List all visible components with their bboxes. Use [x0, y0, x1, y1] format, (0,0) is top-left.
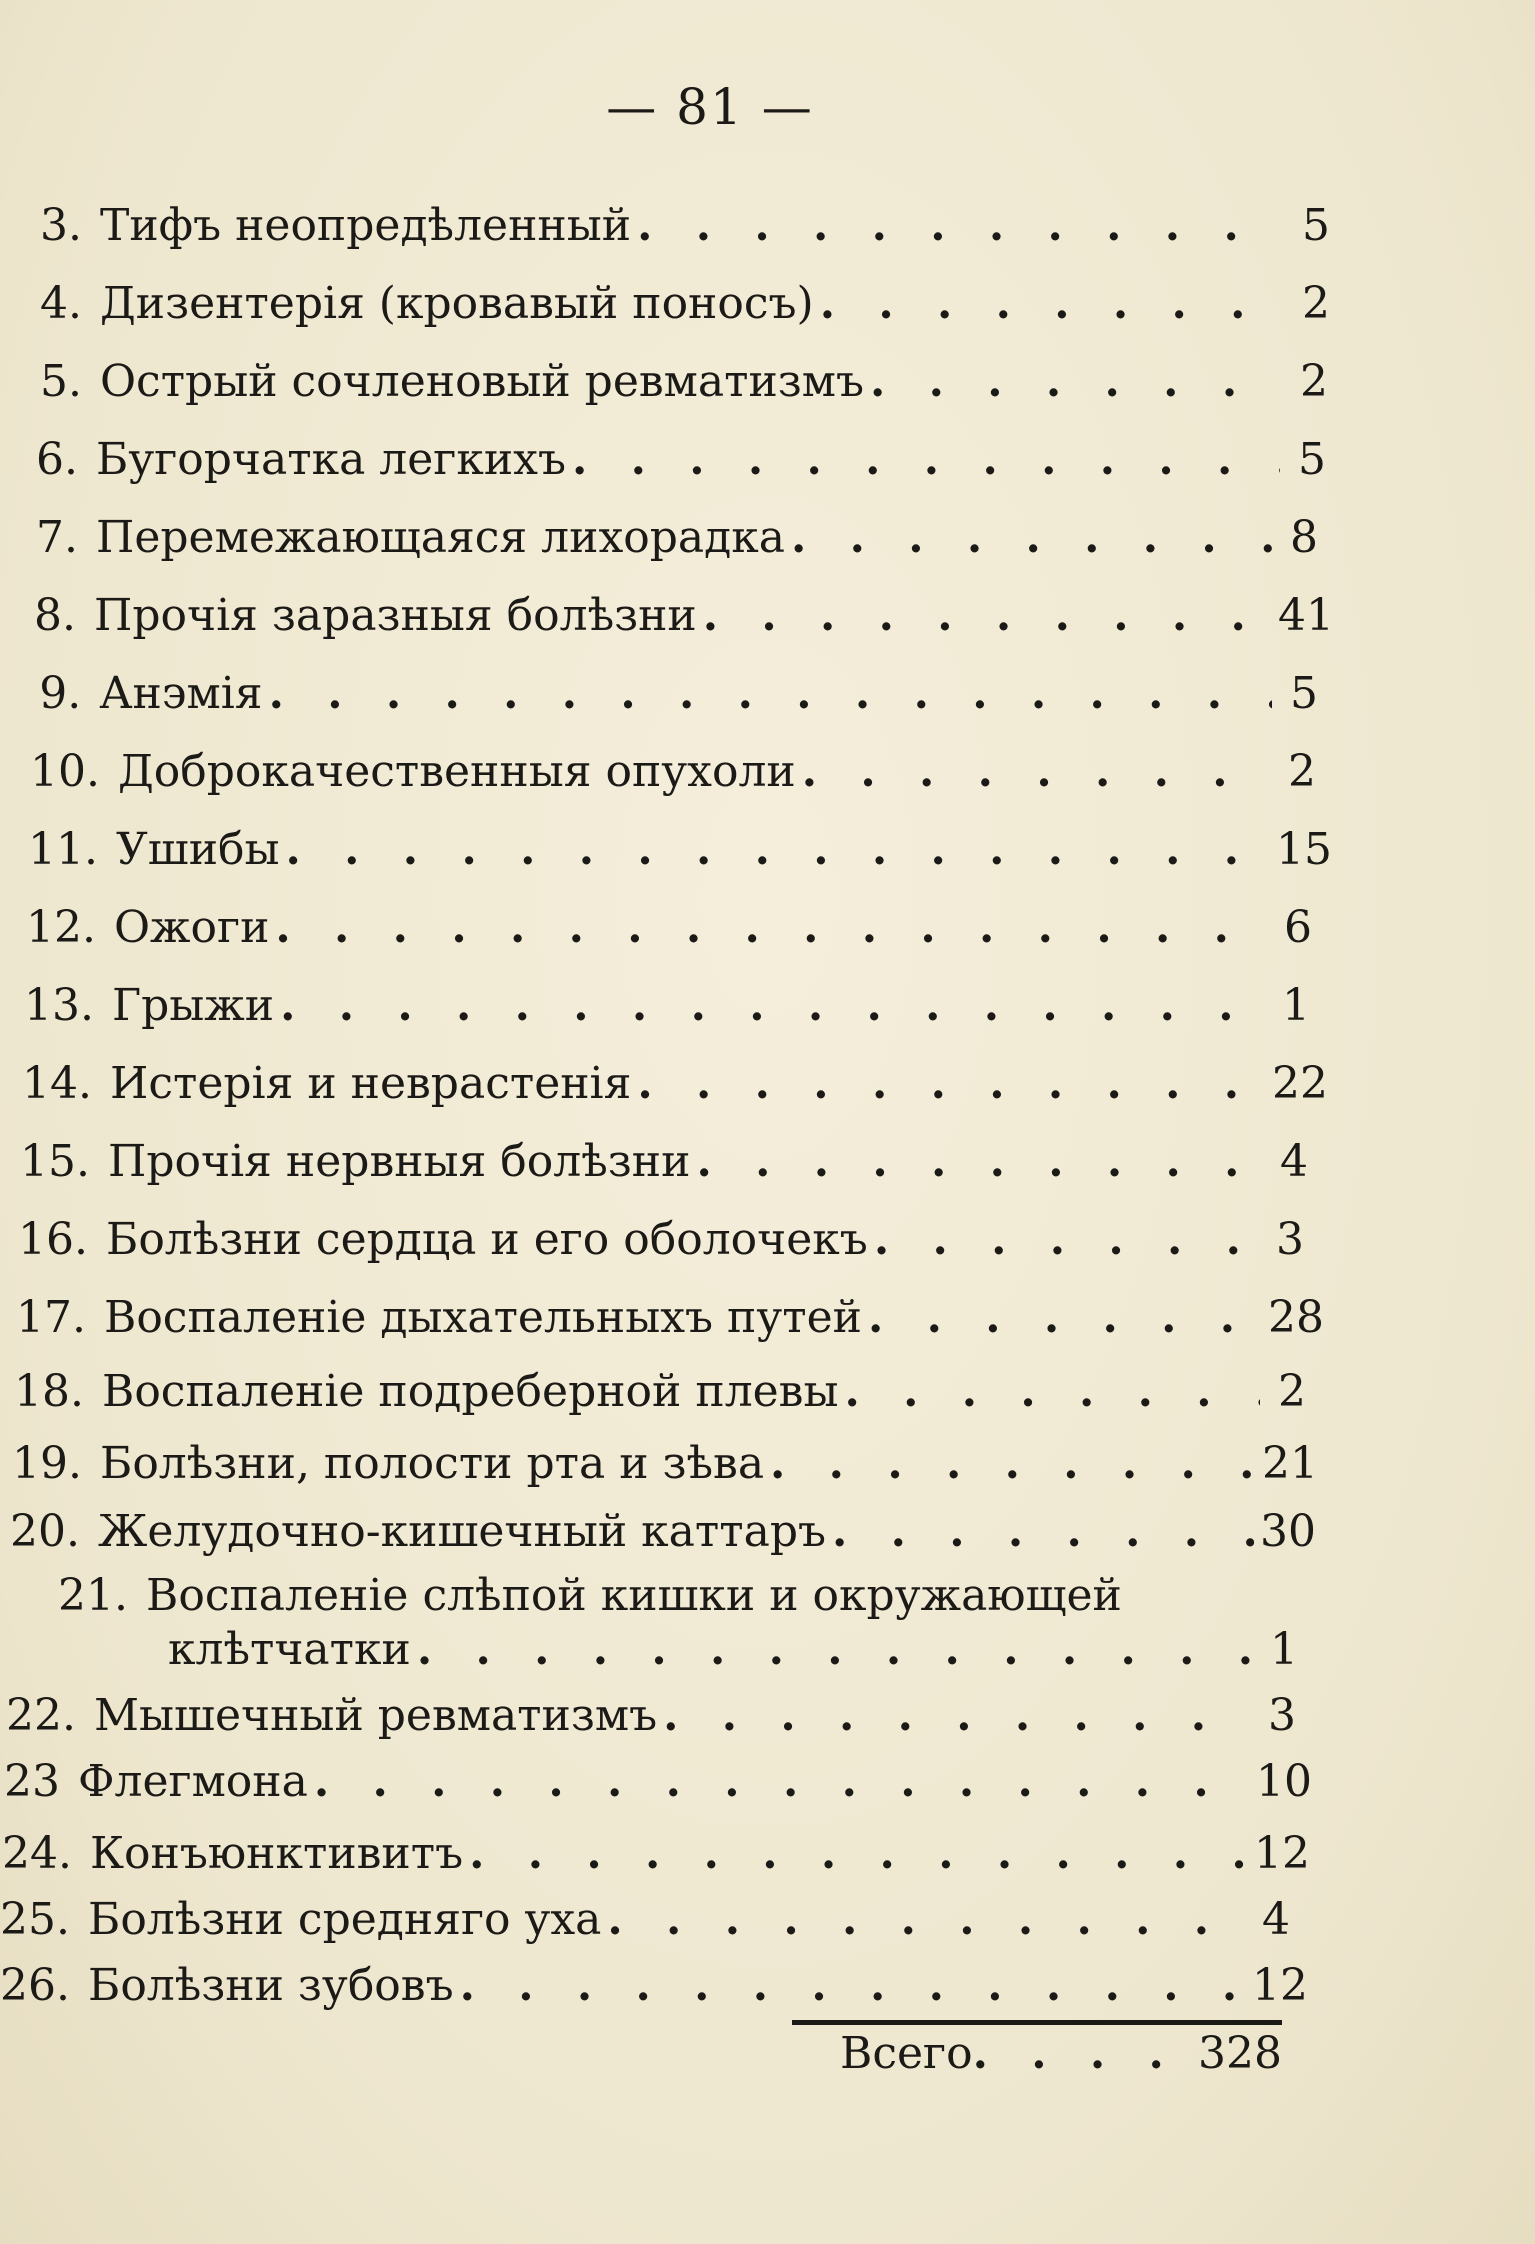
item-count: 12 — [1254, 1828, 1310, 1879]
leader-dots — [314, 1752, 1250, 1812]
item-number: 16. — [18, 1214, 88, 1265]
leader-dots — [973, 2024, 1198, 2084]
list-item — [34, 586, 1334, 646]
item-label: Прочія нервныя болѣзни — [107, 1136, 691, 1187]
item-label: Желудочно-кишечный каттаръ — [97, 1506, 826, 1557]
item-number: 20. — [10, 1506, 80, 1557]
item-count: 4 — [1262, 1894, 1290, 1945]
item-count: 10 — [1256, 1756, 1312, 1807]
leader-dots — [703, 586, 1272, 646]
item-count: 4 — [1280, 1136, 1308, 1187]
total-value: 328 — [1198, 2028, 1282, 2079]
list-item — [30, 742, 1316, 802]
list-item — [34, 664, 1318, 724]
item-label: Ушибы — [115, 824, 280, 875]
list-item — [0, 1890, 1290, 1950]
leader-dots — [637, 196, 1284, 256]
item-number: 4. — [40, 278, 82, 329]
item-count: 3 — [1276, 1214, 1304, 1265]
item-number: 14. — [22, 1058, 92, 1109]
item-label: Острый сочленовый ревматизмъ — [99, 356, 864, 407]
item-label: Болѣзни зубовъ — [87, 1960, 454, 2011]
item-label: Дизентерія (кровавый поносъ) — [99, 278, 814, 329]
list-item — [16, 1288, 1324, 1348]
list-item — [40, 274, 1330, 334]
leader-dots — [832, 1502, 1254, 1562]
list-item — [36, 430, 1326, 490]
leader-dots — [572, 430, 1280, 490]
item-count: 12 — [1252, 1960, 1308, 2011]
item-label: Бугорчатка легкихъ — [95, 434, 566, 485]
leader-dots — [844, 1362, 1260, 1422]
item-label: Доброкачественныя опухоли — [117, 746, 796, 797]
item-label: Тифъ неопредѣленный — [99, 200, 632, 251]
leader-dots — [874, 1210, 1258, 1270]
item-number: 12. — [26, 902, 96, 953]
item-count: 2 — [1278, 1366, 1306, 1417]
item-number: 15. — [20, 1136, 90, 1187]
item-number: 23 — [4, 1756, 60, 1807]
list-item — [12, 1434, 1318, 1494]
list-item — [20, 1132, 1308, 1192]
item-count: 15 — [1276, 824, 1332, 875]
list-item — [24, 976, 1310, 1036]
leader-dots — [417, 1620, 1252, 1680]
item-label: Воспаленіе дыхательныхъ путей — [103, 1292, 862, 1343]
item-number: 22. — [6, 1690, 76, 1741]
leader-dots — [280, 976, 1264, 1036]
item-count: 28 — [1268, 1292, 1324, 1343]
item-label: Болѣзни сердца и его оболочекъ — [105, 1214, 868, 1265]
leader-dots — [460, 1956, 1246, 2016]
leader-dots — [607, 1890, 1244, 1950]
item-label: Анэмія — [99, 668, 263, 719]
item-label: Воспаленіе подреберной плевы — [101, 1366, 839, 1417]
item-count: 6 — [1284, 902, 1312, 953]
page-number: — 81 — — [606, 78, 814, 136]
leader-dots — [269, 664, 1272, 724]
item-number: 13. — [24, 980, 94, 1031]
list-item — [22, 1054, 1328, 1114]
item-number: 8. — [34, 590, 76, 641]
item-count: 5 — [1290, 668, 1318, 719]
item-number: 5. — [40, 356, 82, 407]
item-number: 19. — [12, 1438, 82, 1489]
total-label: Всего — [840, 2028, 973, 2079]
item-number: 26. — [0, 1960, 70, 2011]
item-label-continued: клѣтчатки — [168, 1624, 411, 1675]
list-item — [0, 1956, 1308, 2016]
list-item — [18, 1210, 1304, 1270]
item-label: Болѣзни, полости рта и зѣва — [99, 1438, 765, 1489]
leader-dots — [469, 1824, 1248, 1884]
leader-dots — [770, 1434, 1256, 1494]
item-label: Мышечный ревматизмъ — [93, 1690, 658, 1741]
item-label: Болѣзни средняго уха — [87, 1894, 602, 1945]
leader-dots — [791, 508, 1272, 568]
item-label: Конъюнктивитъ — [89, 1828, 464, 1879]
item-label: Ожоги — [113, 902, 270, 953]
leader-dots — [868, 1288, 1262, 1348]
item-label: Грыжи — [111, 980, 275, 1031]
item-label: Флегмона — [78, 1756, 308, 1807]
list-item — [168, 1620, 1298, 1680]
item-count: 5 — [1302, 200, 1330, 251]
leader-dots — [802, 742, 1270, 802]
total-row — [840, 2024, 1282, 2084]
item-label: Прочія заразныя болѣзни — [93, 590, 697, 641]
item-count: 3 — [1268, 1690, 1296, 1741]
item-number: 24. — [2, 1828, 72, 1879]
item-label: Истерія и неврастенія — [109, 1058, 632, 1109]
item-count: 8 — [1290, 512, 1318, 563]
item-count: 41 — [1278, 590, 1334, 641]
leader-dots — [820, 274, 1284, 334]
item-number: 21. — [58, 1570, 128, 1621]
item-number: 6. — [36, 434, 78, 485]
leader-dots — [286, 820, 1270, 880]
list-item — [28, 820, 1332, 880]
item-number: 9. — [39, 668, 82, 719]
list-item — [6, 1686, 1296, 1746]
item-count: 1 — [1270, 1624, 1298, 1675]
item-count: 21 — [1262, 1438, 1318, 1489]
item-count: 5 — [1298, 434, 1326, 485]
item-count: 1 — [1282, 980, 1310, 1031]
leader-dots — [696, 1132, 1262, 1192]
list-item — [36, 508, 1318, 568]
list-item — [10, 1502, 1316, 1562]
item-count: 2 — [1300, 356, 1328, 407]
item-count: 2 — [1302, 278, 1330, 329]
list-item — [40, 352, 1328, 412]
list-item — [4, 1752, 1312, 1812]
leader-dots — [663, 1686, 1250, 1746]
item-count: 30 — [1260, 1506, 1316, 1557]
item-number: 7. — [36, 512, 78, 563]
item-number: 17. — [16, 1292, 86, 1343]
list-item — [26, 898, 1312, 958]
leader-dots — [275, 898, 1266, 958]
item-count: 22 — [1272, 1058, 1328, 1109]
item-count: 2 — [1288, 746, 1316, 797]
item-number: 11. — [28, 824, 98, 875]
item-number: 25. — [0, 1894, 70, 1945]
item-number: 18. — [14, 1366, 84, 1417]
item-number: 3. — [40, 200, 82, 251]
list-item — [40, 196, 1330, 256]
item-number: 10. — [30, 746, 100, 797]
item-label: Перемежающаяся лихорадка — [95, 512, 785, 563]
leader-dots — [637, 1054, 1266, 1114]
leader-dots — [870, 352, 1282, 412]
list-item — [2, 1824, 1310, 1884]
list-item-first-line — [8, 1566, 1122, 1626]
list-item — [14, 1362, 1306, 1422]
item-label: Воспаленіе слѣпой кишки и окружающей — [146, 1570, 1122, 1621]
